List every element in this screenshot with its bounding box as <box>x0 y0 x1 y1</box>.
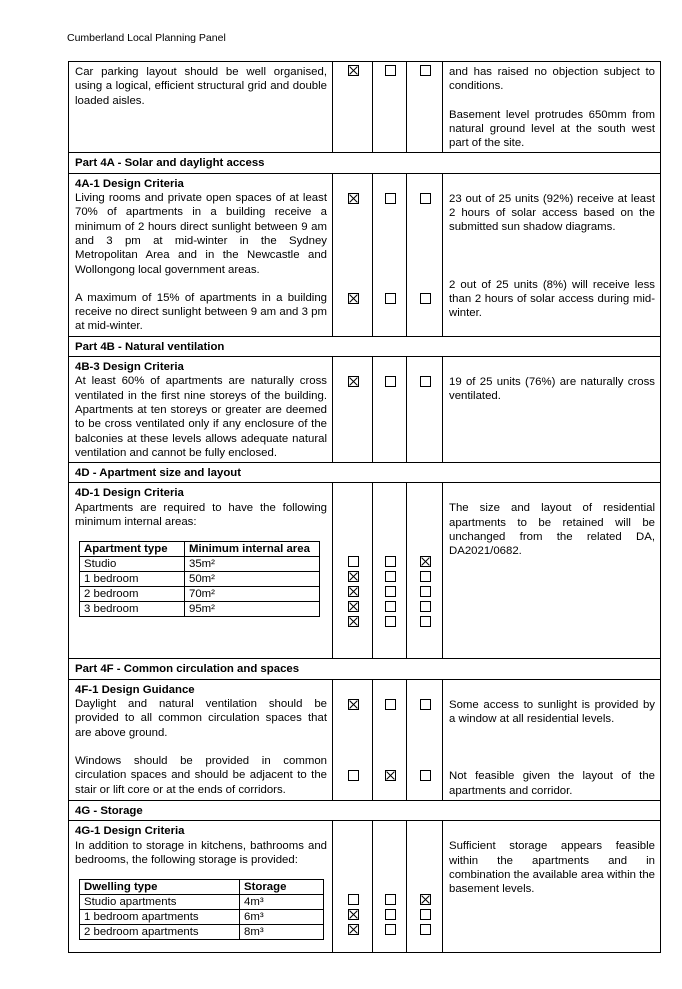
yes-checkbox-checked[interactable] <box>348 616 359 627</box>
comment-text: 2 out of 25 units (8%) will receive less than 2 hours of solar access during mid-winter. <box>449 278 655 320</box>
requirement-cell <box>69 821 333 953</box>
requirement-text: A maximum of 15% of apartments in a building receive no direct sunlight between 9 am and 3 pm at mid-winter. <box>75 291 327 333</box>
na-checkbox[interactable] <box>420 586 431 597</box>
no-checkbox[interactable] <box>385 586 396 597</box>
table-cell: 8m³ <box>240 925 324 940</box>
area-table-header <box>80 542 320 557</box>
yes-checkbox-checked[interactable] <box>348 909 359 920</box>
na-checkbox[interactable] <box>420 571 431 582</box>
subsection-title: 4F-1 Design Guidance <box>75 683 195 696</box>
comment-cell <box>443 483 661 659</box>
yes-checkbox-checked[interactable] <box>348 699 359 710</box>
comment-cell <box>443 173 661 336</box>
na-checkbox[interactable] <box>420 601 431 612</box>
row-4f <box>69 679 661 800</box>
na-checkbox[interactable] <box>420 909 431 920</box>
requirement-text: Living rooms and private open spaces of at least 70% of apartments in a building receive a minimum of 2 hours direct sunlight between 9 am and 3 pm at mid-winter in the Sydney Metropolitan Area and in the Newcastle and Wollongong local government areas. <box>75 192 327 276</box>
page-header: Cumberland Local Planning Panel <box>67 32 226 44</box>
comment-text: Sufficient storage appears feasible within the apartments and in combination the available area within the basement levels. <box>449 840 655 896</box>
comment-text: 19 of 25 units (76%) are naturally cross ventilated. <box>449 376 655 403</box>
no-checkbox[interactable] <box>385 699 396 710</box>
table-header: Apartment type <box>80 542 185 557</box>
section-title: Part 4F - Common circulation and spaces <box>69 659 661 679</box>
yes-checkbox-checked[interactable] <box>348 65 359 76</box>
comment-text: 23 out of 25 units (92%) receive at least 2 hours of solar access based on the submitted sun shadow diagrams. <box>449 192 655 234</box>
table-row <box>80 602 320 617</box>
table-row <box>80 925 324 940</box>
row-4d <box>69 483 661 659</box>
table-cell: 95m² <box>185 602 320 617</box>
yes-checkbox-checked[interactable] <box>348 193 359 204</box>
table-cell: 4m³ <box>240 895 324 910</box>
comment-text: Basement level protrudes 650mm from natural ground level at the south west part of the site. <box>449 108 655 150</box>
table-row <box>80 895 324 910</box>
yes-checkbox-checked[interactable] <box>348 924 359 935</box>
na-checkbox[interactable] <box>420 924 431 935</box>
requirement-cell <box>69 62 333 153</box>
no-checkbox[interactable] <box>385 193 396 204</box>
storage-table-header <box>80 880 324 895</box>
table-header: Storage <box>240 880 324 895</box>
requirement-text: Windows should be provided in common circulation spaces and should be adjacent to the stair or lift core or at the ends of corridors. <box>75 754 327 796</box>
subsection-title: 4B-3 Design Criteria <box>75 361 184 374</box>
requirement-text: Car parking layout should be well organised, using a logical, efficient structural grid and double loaded aisles. <box>75 66 327 107</box>
table-row <box>80 557 320 572</box>
table-header: Dwelling type <box>80 880 240 895</box>
na-checkbox[interactable] <box>420 65 431 76</box>
requirement-cell <box>69 483 333 659</box>
section-heading-4f <box>69 659 661 679</box>
row-4b <box>69 357 661 463</box>
no-checkbox[interactable] <box>385 616 396 627</box>
na-checkbox[interactable] <box>420 293 431 304</box>
comment-text: Some access to sunlight is provided by a window at all residential levels. <box>449 698 655 726</box>
na-checkbox-checked[interactable] <box>420 556 431 567</box>
subsection-title: 4A-1 Design Criteria <box>75 177 184 190</box>
table-row <box>80 910 324 925</box>
requirement-text: At least 60% of apartments are naturally cross ventilated in the first nine storeys of the building. Apartments at ten storeys or greater are deemed to be cross ventilated only if any enclosure of the balconies at these levels allows adequate natural ventilation and cannot be fully enclosed. <box>75 375 327 459</box>
na-checkbox[interactable] <box>420 376 431 387</box>
table-cell: 1 bedroom apartments <box>80 910 240 925</box>
compliance-table <box>68 61 661 953</box>
table-cell: 1 bedroom <box>80 572 185 587</box>
yes-checkbox-checked[interactable] <box>348 586 359 597</box>
table-cell: 2 bedroom <box>80 587 185 602</box>
section-heading-4g <box>69 800 661 820</box>
row-4g <box>69 821 661 953</box>
table-cell: 2 bedroom apartments <box>80 925 240 940</box>
yes-checkbox[interactable] <box>348 770 359 781</box>
no-checkbox[interactable] <box>385 571 396 582</box>
comment-text: The size and layout of residential apartments to be retained will be unchanged from the related DA, DA2021/0682. <box>449 502 655 558</box>
section-heading-4a <box>69 153 661 173</box>
section-title: 4D - Apartment size and layout <box>69 463 661 483</box>
section-title: 4G - Storage <box>69 800 661 820</box>
section-heading-4d <box>69 463 661 483</box>
yes-checkbox-checked[interactable] <box>348 293 359 304</box>
table-cell: 35m² <box>185 557 320 572</box>
no-checkbox-checked[interactable] <box>385 770 396 781</box>
storage-table <box>79 879 324 940</box>
row-parking <box>69 62 661 153</box>
yes-checkbox[interactable] <box>348 894 359 905</box>
comment-text: and has raised no objection subject to conditions. <box>449 66 655 93</box>
table-cell: Studio apartments <box>80 895 240 910</box>
na-checkbox-checked[interactable] <box>420 894 431 905</box>
na-checkbox[interactable] <box>420 770 431 781</box>
section-heading-4b <box>69 336 661 356</box>
yes-checkbox-checked[interactable] <box>348 571 359 582</box>
table-cell: 70m² <box>185 587 320 602</box>
requirement-text: Apartments are required to have the following minimum internal areas: <box>75 501 327 529</box>
row-4a <box>69 173 661 336</box>
requirement-text: In addition to storage in kitchens, bathrooms and bedrooms, the following storage is provided: <box>75 839 327 866</box>
table-cell: 3 bedroom <box>80 602 185 617</box>
section-title: Part 4A - Solar and daylight access <box>69 153 661 173</box>
table-cell: 6m³ <box>240 910 324 925</box>
comment-text: Not feasible given the layout of the apartments and corridor. <box>449 770 655 797</box>
requirement-cell <box>69 679 333 800</box>
no-checkbox[interactable] <box>385 65 396 76</box>
no-checkbox[interactable] <box>385 293 396 304</box>
section-title: Part 4B - Natural ventilation <box>69 336 661 356</box>
yes-checkbox-checked[interactable] <box>348 376 359 387</box>
table-cell: 50m² <box>185 572 320 587</box>
yes-checkbox[interactable] <box>348 556 359 567</box>
no-checkbox[interactable] <box>385 376 396 387</box>
subsection-title: 4D-1 Design Criteria <box>75 487 184 500</box>
no-checkbox[interactable] <box>385 894 396 905</box>
comment-cell <box>443 62 661 153</box>
na-checkbox[interactable] <box>420 699 431 710</box>
subsection-title: 4G-1 Design Criteria <box>75 825 185 838</box>
table-row <box>80 587 320 602</box>
requirement-cell <box>69 173 333 336</box>
no-checkbox[interactable] <box>385 556 396 567</box>
no-checkbox[interactable] <box>385 601 396 612</box>
requirement-cell <box>69 357 333 463</box>
table-header: Minimum internal area <box>185 542 320 557</box>
area-table <box>79 541 320 617</box>
na-checkbox[interactable] <box>420 193 431 204</box>
no-checkbox[interactable] <box>385 909 396 920</box>
table-cell: Studio <box>80 557 185 572</box>
no-checkbox[interactable] <box>385 924 396 935</box>
yes-checkbox-checked[interactable] <box>348 601 359 612</box>
comment-cell <box>443 357 661 463</box>
comment-cell <box>443 821 661 953</box>
requirement-text: Daylight and natural ventilation should be provided to all common circulation spaces that are above ground. <box>75 698 327 739</box>
na-checkbox[interactable] <box>420 616 431 627</box>
comment-cell <box>443 679 661 800</box>
table-row <box>80 572 320 587</box>
